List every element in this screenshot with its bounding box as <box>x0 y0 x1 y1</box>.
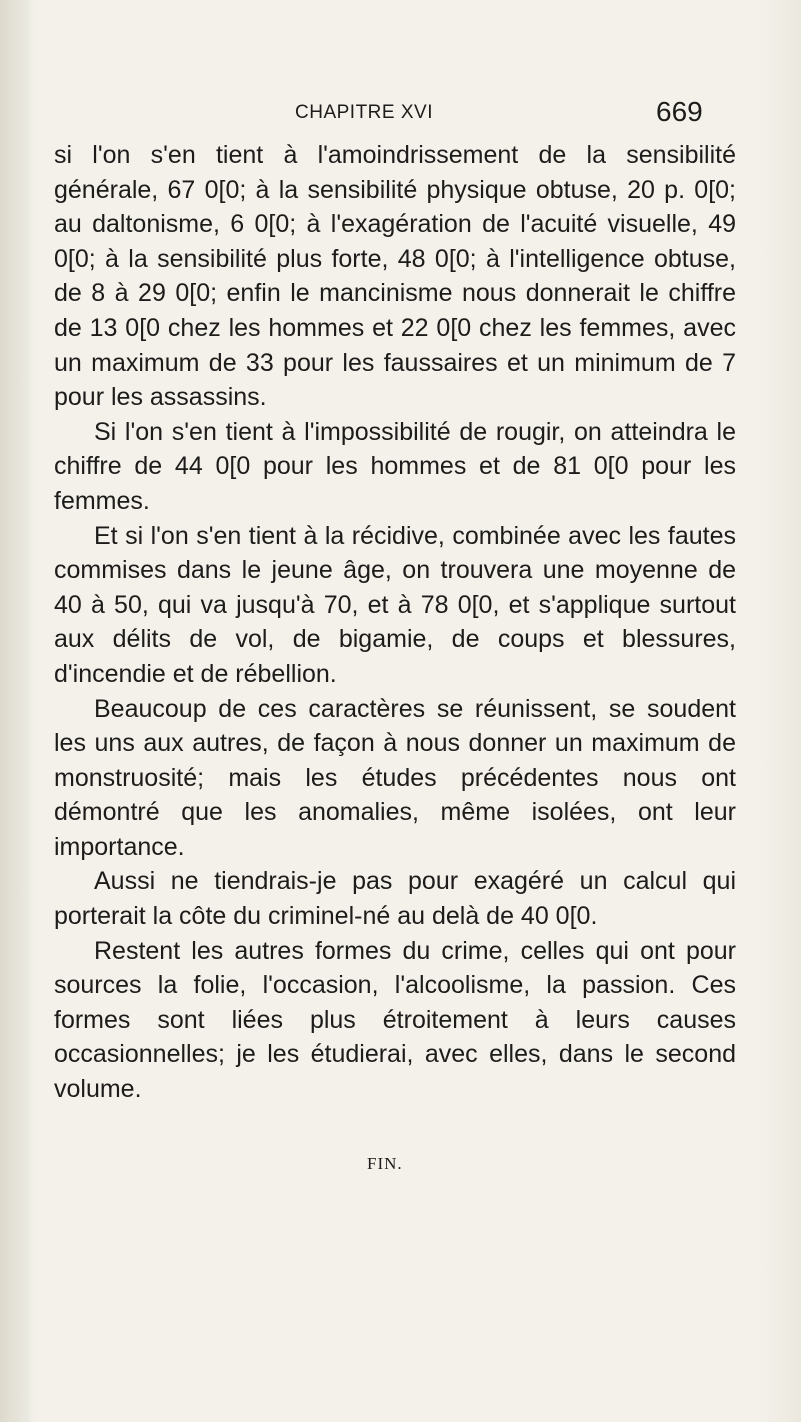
body-text <box>54 138 736 1107</box>
end-mark: FIN. <box>367 1154 403 1173</box>
page-header <box>0 96 801 136</box>
paragraph-2: Si l'on s'en tient à l'impossibilité de rougir, on atteindra le chiffre de 44 0[0 pour les hommes et de 81 0[0 pour les femmes. <box>54 417 736 515</box>
running-head: CHAPITRE XVI <box>295 102 433 123</box>
paragraph-6: Restent les autres formes du crime, celles qui ont pour sources la folie, l'occasion, l'alcoolisme, la passion. Ces formes sont liées plus étroitement à leurs causes occasionnelles; je les étudierai, avec elles, dans le second volume. <box>54 936 736 1104</box>
paragraph-5: Aussi ne tiendrais-je pas pour exagéré un calcul qui porterait la côte du criminel-né au delà de 40 0[0. <box>54 867 736 931</box>
page-number: 669 <box>656 96 703 127</box>
paragraph-3: Et si l'on s'en tient à la récidive, combinée avec les fautes commises dans le jeune âge, on trouvera une moyenne de 40 à 50, qui va jusqu'à 70, et à 78 0[0, et s'applique surtout aux délits de vol, de bigamie, de coups et blessures, d'incendie et de rébellion. <box>54 521 736 688</box>
paragraph-4: Beaucoup de ces caractères se réunissent, se soudent les uns aux autres, de façon à nous donner un maximum de monstruosité; mais les études précédentes nous ont démontré que les anomalies, même isolées, ont leur importance. <box>54 694 736 861</box>
page-binding-shadow <box>0 0 30 1422</box>
paragraph-1: si l'on s'en tient à l'amoindrissement de la sensibilité générale, 67 0[0; à la sensibilité physique obtuse, 20 p. 0[0; au daltonisme, 6 0[0; à l'exagération de l'acuité visuelle, 49 0[0; à la sensibilité plus forte, 48 0[0; à l'intelligence obtuse, de 8 à 29 0[0; enfin le mancinisme nous donnerait le chiffre de 13 0[0 chez les hommes et 22 0[0 chez les femmes, avec un maximum de 33 pour les faussaires et un minimum de 7 pour les assassins. <box>54 141 736 412</box>
